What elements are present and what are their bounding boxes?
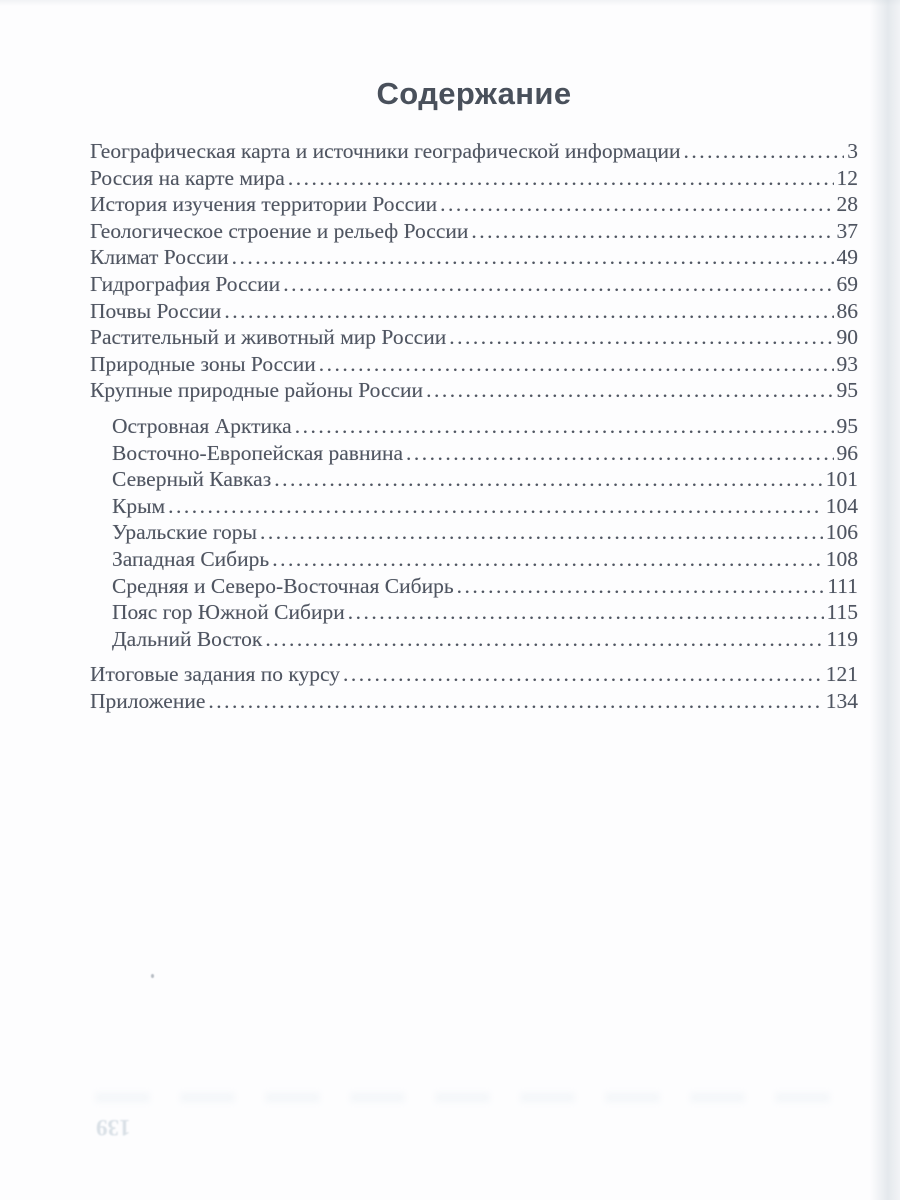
toc-entry-page-number: 49	[836, 245, 858, 270]
toc-entry	[90, 244, 858, 271]
toc-entry-label: Климат России	[90, 245, 229, 270]
page-top-edge-shadow	[0, 0, 900, 6]
toc-entry-leader	[288, 165, 834, 192]
toc-entry	[90, 546, 858, 573]
toc-entry-leader	[406, 440, 833, 467]
toc-entry-label: Приложение	[90, 688, 206, 713]
toc-entry-label: Крым	[112, 493, 166, 518]
toc-entry-label: Россия на карте мира	[90, 165, 285, 190]
toc-entry	[90, 688, 858, 715]
toc-entry	[90, 218, 858, 245]
toc-entry	[90, 661, 858, 688]
toc-entry	[90, 626, 858, 653]
toc-list	[90, 138, 858, 714]
toc-entry-page-number: 37	[836, 218, 858, 243]
toc-entry-leader	[208, 688, 822, 715]
toc-entry-label: Пояс гор Южной Сибири	[112, 600, 345, 625]
toc-entry-page-number: 115	[826, 600, 858, 625]
toc-entry-leader	[449, 324, 833, 351]
toc-entry	[90, 466, 858, 493]
toc-entry-label: Природные зоны России	[90, 351, 316, 376]
toc-entry	[90, 324, 858, 351]
toc-entry-label: Северный Кавказ	[112, 467, 272, 492]
toc-entry	[90, 138, 858, 165]
toc-entry-label: Геологическое строение и рельеф России	[90, 218, 469, 243]
toc-entry-page-number: 12	[836, 165, 858, 190]
toc-entry-page-number: 3	[847, 139, 858, 163]
toc-entry-label: Западная Сибирь	[112, 546, 270, 571]
toc-entry-leader	[232, 244, 834, 271]
toc-entry-page-number: 111	[827, 573, 858, 598]
toc-entry-page-number: 95	[836, 413, 858, 438]
toc-entry	[90, 573, 858, 600]
toc-entry-label: Островная Арктика	[112, 413, 292, 438]
toc-entry	[90, 298, 858, 325]
toc-entry-page-number: 119	[826, 626, 858, 651]
toc-entry-leader	[319, 351, 834, 378]
toc-entry-page-number: 95	[836, 378, 858, 403]
toc-entry-label: Гидрография России	[90, 271, 281, 296]
toc-entry-page-number: 93	[836, 351, 858, 376]
toc-entry-label: Итоговые задания по курсу	[90, 662, 341, 687]
toc-entry-page-number: 90	[836, 325, 858, 350]
bleedthrough-page-number: 139	[96, 1115, 131, 1140]
toc-entry	[90, 191, 858, 218]
toc-entry	[90, 165, 858, 192]
toc-entry	[90, 413, 858, 440]
toc-entry-label: Растительный и животный мир России	[90, 325, 447, 350]
toc-entry-leader	[272, 546, 823, 573]
toc-entry	[90, 599, 858, 626]
toc-entry-leader	[295, 413, 834, 440]
toc-entry-leader	[457, 573, 825, 600]
toc-entry-label: Почвы России	[90, 298, 222, 323]
bleedthrough-smudge	[95, 1092, 855, 1103]
toc-entry-label: Уральские горы	[112, 520, 257, 545]
toc-entry-leader	[274, 466, 823, 493]
page-title: Содержание	[376, 76, 572, 111]
toc-entry-leader	[440, 191, 833, 218]
toc-entry-leader	[684, 138, 845, 165]
toc-entry	[90, 271, 858, 298]
toc-entry-leader	[283, 271, 833, 298]
toc-entry-leader	[224, 298, 833, 325]
toc-entry-page-number: 106	[825, 520, 858, 545]
toc-entry-page-number: 86	[836, 298, 858, 323]
toc-entry	[90, 351, 858, 378]
toc-entry-leader	[471, 218, 833, 245]
toc-entry	[90, 519, 858, 546]
toc-entry-label: Географическая карта и источники географической информации	[90, 139, 681, 163]
toc-entry	[90, 440, 858, 467]
toc-entry-label: Дальний Восток	[112, 626, 263, 651]
toc-entry-page-number: 108	[825, 546, 858, 571]
toc-entry	[90, 377, 858, 404]
toc-entry-page-number: 134	[825, 688, 858, 713]
toc-entry-leader	[348, 599, 824, 626]
toc-entry-leader	[260, 519, 823, 546]
toc-entry-page-number: 121	[825, 662, 858, 687]
toc-entry	[90, 493, 858, 520]
toc-entry-label: История изучения территории России	[90, 192, 438, 217]
toc-entry-label: Средняя и Северо-Восточная Сибирь	[112, 573, 454, 598]
toc-entry-leader	[343, 661, 823, 688]
toc-entry-page-number: 96	[836, 440, 858, 465]
toc-entry-leader	[168, 493, 823, 520]
scan-speck	[151, 974, 154, 978]
toc-entry-label: Восточно-Европейская равнина	[112, 440, 404, 465]
toc-entry-page-number: 104	[825, 493, 858, 518]
toc-entry-page-number: 69	[836, 271, 858, 296]
toc-entry-leader	[426, 377, 833, 404]
toc-entry-page-number: 101	[825, 467, 858, 492]
page-right-edge-shadow	[870, 0, 900, 1200]
toc-entry-page-number: 28	[836, 192, 858, 217]
toc-entry-label: Крупные природные районы России	[90, 378, 424, 403]
toc-entry-leader	[265, 626, 823, 653]
